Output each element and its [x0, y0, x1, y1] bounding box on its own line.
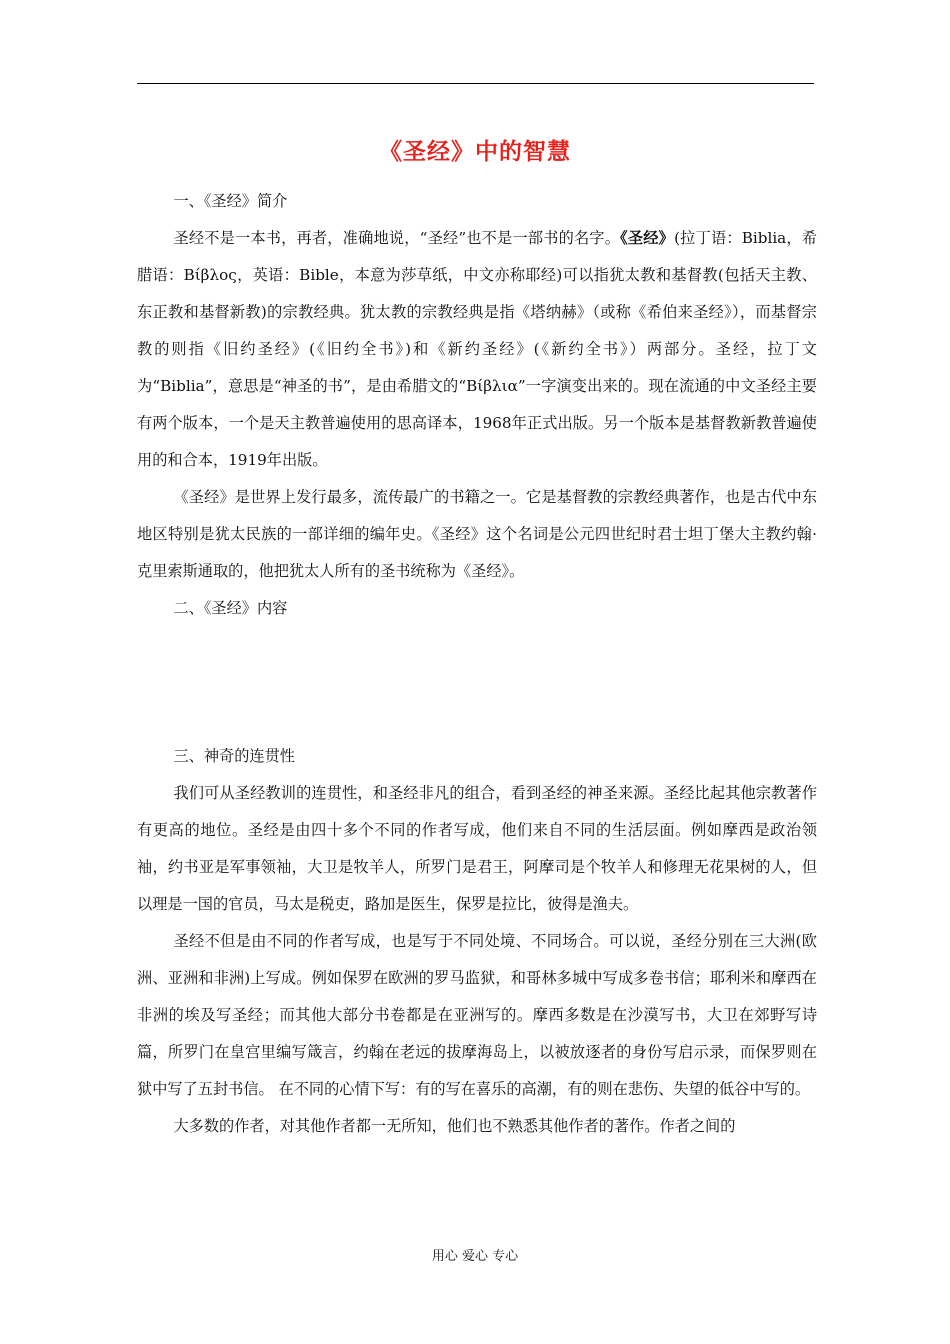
bold-bible-term: 《圣经》	[620, 229, 675, 247]
section-heading-intro: 一、《圣经》简介	[173, 192, 288, 210]
coherence-paragraph-2: 圣经不但是由不同的作者写成，也是写于不同处境、不同场合。可以说，圣经分别在三大洲(欧洲、亚洲和非洲)上写成。例如保罗在欧洲的罗马监狱，和哥林多城中写成多卷书信；耶利米和摩西在非洲的埃及写圣经；而其他大部分书卷都是在亚洲写的。摩西多数是在沙漠写书，大卫在郊野写诗篇，所罗门在皇宫里编写箴言，约翰在老远的拔摩海岛上，以被放逐者的身份写启示录，而保罗则在狱中写了五封书信。 在不同的心情下写：有的写在喜乐的高潮，有的则在悲伤、失望的低谷中写的。	[137, 932, 817, 1098]
intro-paragraph-2: 《圣经》是世界上发行最多，流传最广的书籍之一。它是基督教的宗教经典著作，也是古代中东地区特别是犹太民族的一部详细的编年史。《圣经》这个名词是公元四世纪时君士坦丁堡大主教约翰·克里索斯通取的，他把犹太人所有的圣书统称为《圣经》。	[137, 488, 817, 580]
blank-space	[137, 627, 817, 738]
section-heading-content: 二、《圣经》内容	[173, 599, 288, 617]
text-run: (拉丁语：Biblia，希腊语：Bίβλος，英语：Bible，本意为莎草纸，中文亦称耶经)可以指犹太教和基督教(包括天主教、东正教和基督新教)的宗教经典。犹太教的宗教经典是指《塔纳赫》（或称《希伯来圣经》），而基督宗教的则指《旧约圣经》(《旧约全书》)和《新约圣经》(《新约全书》）两部分。圣经，拉丁文为“Biblia”，意思是“神圣的书”，是由希腊文的“Bίβλια”一字演变出来的。现在流通的中文圣经主要有两个版本，一个是天主教普遍使用的思高译本，1968年正式出版。另一个版本是基督教新教普遍使用的和合本，1919年出版。	[137, 229, 817, 469]
intro-paragraph-1	[137, 220, 817, 479]
text-run: 圣经不是一本书，再者，准确地说，“圣经”也不是一部书的名字。	[173, 229, 621, 247]
page-footer: 用心 爱心 专心	[431, 1249, 519, 1264]
document-title: 《圣经》中的智慧	[379, 139, 571, 165]
document-body	[137, 183, 817, 1145]
header-rule	[137, 83, 814, 84]
coherence-paragraph-1: 我们可从圣经教训的连贯性，和圣经非凡的组合，看到圣经的神圣来源。圣经比起其他宗教著作有更高的地位。圣经是由四十多个不同的作者写成，他们来自不同的生活层面。例如摩西是政治领袖，约书亚是军事领袖，大卫是牧羊人，所罗门是君王，阿摩司是个牧羊人和修理无花果树的人，但以理是一国的官员，马太是税吏，路加是医生，保罗是拉比，彼得是渔夫。	[137, 784, 817, 913]
section-heading-coherence: 三、神奇的连贯性	[173, 747, 295, 765]
coherence-paragraph-3: 大多数的作者，对其他作者都一无所知，他们也不熟悉其他作者的著作。作者之间的	[173, 1117, 736, 1135]
